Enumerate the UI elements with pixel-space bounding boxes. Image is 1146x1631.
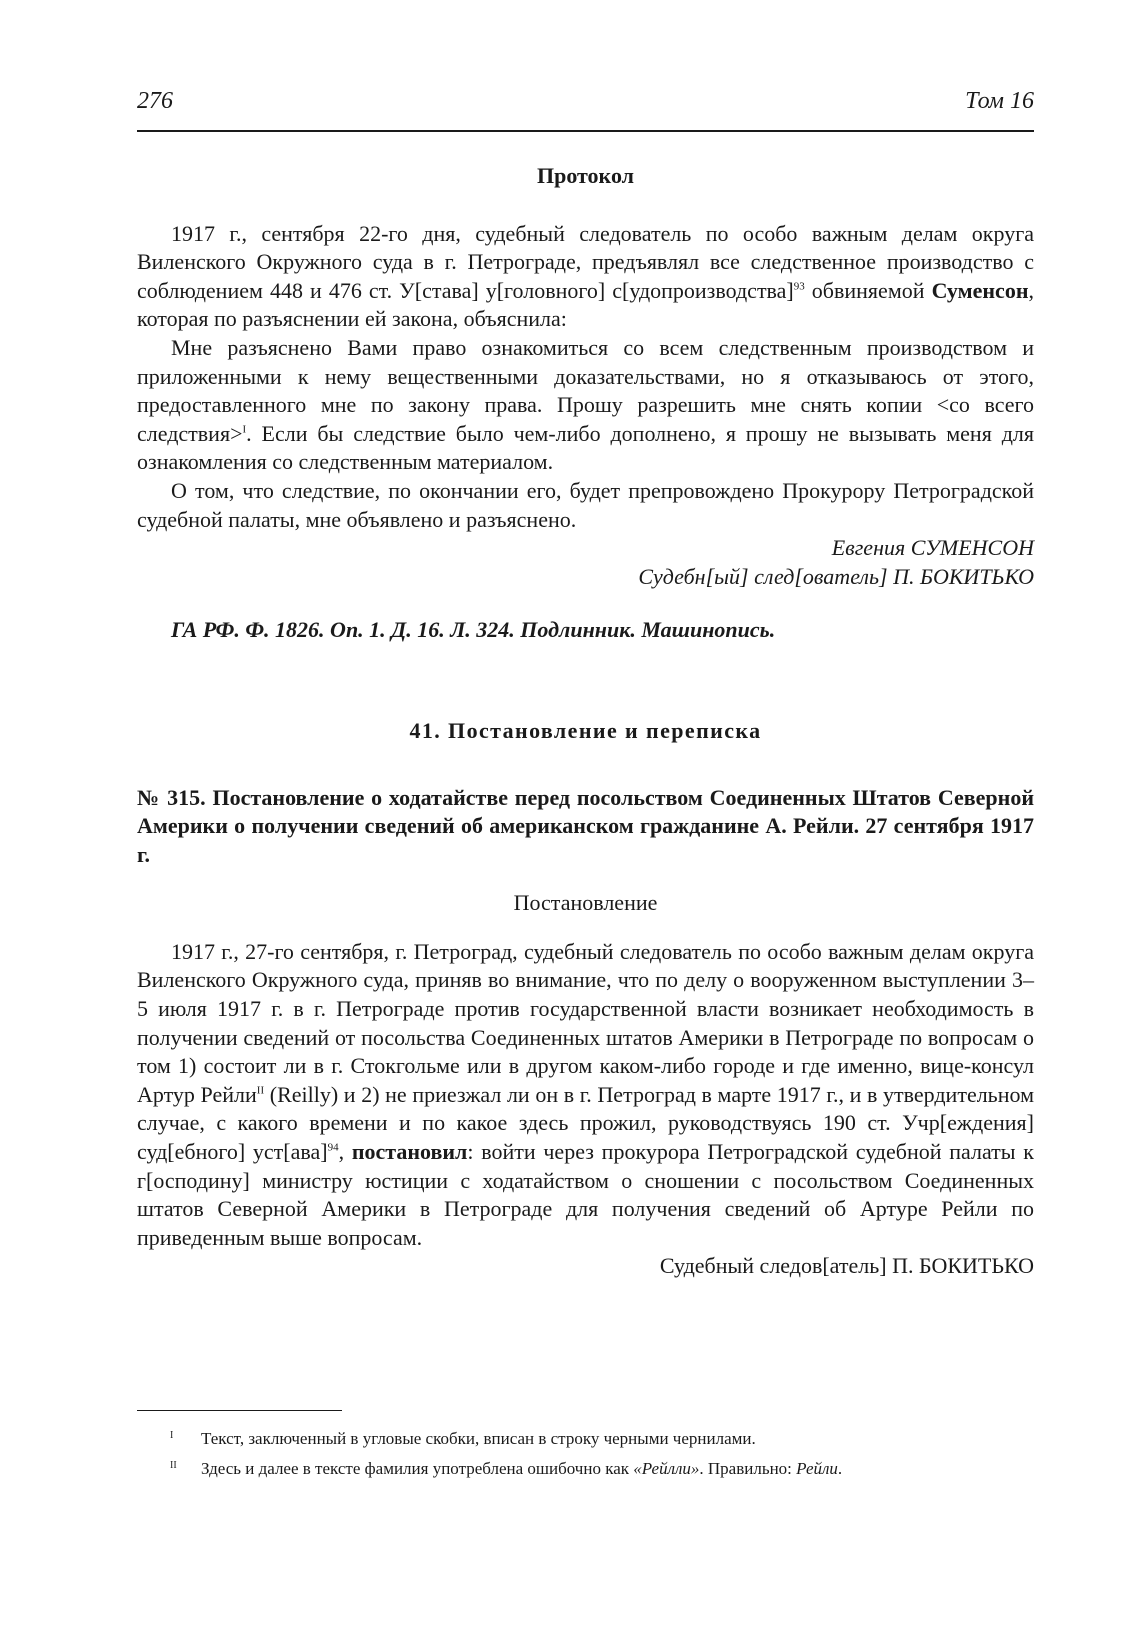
footnote-italic: «Рейлли» xyxy=(633,1459,700,1478)
signature-investigator: Судебн[ый] след[ователь] П. БОКИТЬКО xyxy=(638,563,1034,589)
text-run: , которая по разъяснении ей закона, объяснила: xyxy=(137,277,1034,332)
footnote-text: . Правильно: xyxy=(699,1459,797,1478)
bold-decision: постановил xyxy=(351,1139,468,1165)
text-run: , xyxy=(338,1139,352,1165)
text-run: : войти через прокурора Петроградской судебной палаты к г[осподину] министру юстиции с ходатайством о сношении с посольством Соединенных штатов Северной Америки в Петрограде для получения сведений об Артуре Рейли по приведенным выше вопросам. xyxy=(137,1139,1034,1250)
text-run: . Если бы следствие было чем-либо дополнено, я прошу не вызывать меня для ознакомления со следственным материалом. xyxy=(137,420,1034,475)
text-run: 1917 г., 27-го сентября, г. Петроград, судебный следователь по особо важным делам округа Виленского Окружного суда, приняв во внимание, что по делу о вооруженном выступлении 3–5 июля 1917 г. в г. Петрограде против государственной власти возникает необходимость в получении сведений от посольства Соединенных штатов Америки в Петрограде по вопросам о том 1) состоит ли в г. Стокгольме или в другом каком-либо городе и где именно, вице-консул Артур Рейли xyxy=(137,938,1034,1107)
signature-sumenson: Евгения СУМЕНСОН xyxy=(831,535,1034,561)
header-rule xyxy=(137,130,1034,132)
text-run: 1917 г., сентября 22-го дня, судебный следователь по особо важным делам округа Виленского Окружного суда в г. Петрограде, предъявлял все следственное производство с соблюдением 448 и 476 ст. У[става] у[головного] с[удопроизводства] xyxy=(137,220,1034,303)
document-title: № 315. Постановление о ходатайстве перед посольством Соединенных Штатов Северной Америки о получении сведений об американском гражданине А. Рейли. 27 сентября 1917 г. xyxy=(137,784,1034,867)
footnote-ref: I xyxy=(242,423,247,436)
text-run: обвиняемой xyxy=(804,277,932,303)
section-title: 41. Постановление и переписка xyxy=(409,717,762,743)
footnote-text: Текст, заключенный в угловые скобки, вписан в строку черными чернилами. xyxy=(201,1429,756,1448)
protocol-title: Протокол xyxy=(536,163,634,188)
endnote-ref: 94 xyxy=(327,1141,339,1154)
endnote-ref: 93 xyxy=(793,280,805,293)
page-number: 276 xyxy=(137,88,173,114)
document-signature: Судебный следов[атель] П. БОКИТЬКО xyxy=(659,1253,1034,1279)
footnote-mark: I xyxy=(170,1430,174,1441)
footnote-mark: II xyxy=(170,1460,177,1471)
document-body xyxy=(137,938,1034,1253)
text-run: (Reilly) и 2) не приезжал ли он в г. Петроград в марте 1917 г., и в утвердительном случае, с какого времени и по какое здесь прожил, руководствуясь 190 ст. Учр[еждения] суд[ебного] уст[ава] xyxy=(137,1081,1034,1165)
footnotes xyxy=(137,1424,1034,1484)
main-content xyxy=(137,162,1034,1281)
footnote-ref: II xyxy=(256,1084,265,1097)
document-subtitle: Постановление xyxy=(513,890,658,916)
bold-name: Суменсон xyxy=(931,277,1029,303)
footnote-text: Здесь и далее в тексте фамилия употреблена ошибочно как xyxy=(201,1459,634,1478)
volume-label: Том 16 xyxy=(965,88,1034,114)
footnote-2 xyxy=(137,1454,1034,1484)
protocol-paragraph-3: О том, что следствие, по окончании его, будет препровождено Прокурору Петроградской судебной палаты, мне объявлено и разъяснено. xyxy=(137,477,1034,532)
footnote-rule xyxy=(137,1410,342,1411)
archive-source: ГА РФ. Ф. 1826. Оп. 1. Д. 16. Л. 324. Подлинник. Машинопись. xyxy=(171,617,776,643)
protocol-paragraph-2 xyxy=(137,334,1034,477)
text-run: Мне разъяснено Вами право ознакомиться со всем следственным производством и приложенными к нему вещественными доказательствами, но я отказываюсь от этого, предоставленного мне по закону права. Прошу разрешить мне снять копии <со всего следствия> xyxy=(137,334,1034,446)
protocol-paragraph-1 xyxy=(137,220,1034,334)
footnote-italic: Рейли xyxy=(796,1459,838,1478)
footnote-1 xyxy=(137,1424,1034,1454)
footnote-text: . xyxy=(837,1459,843,1478)
